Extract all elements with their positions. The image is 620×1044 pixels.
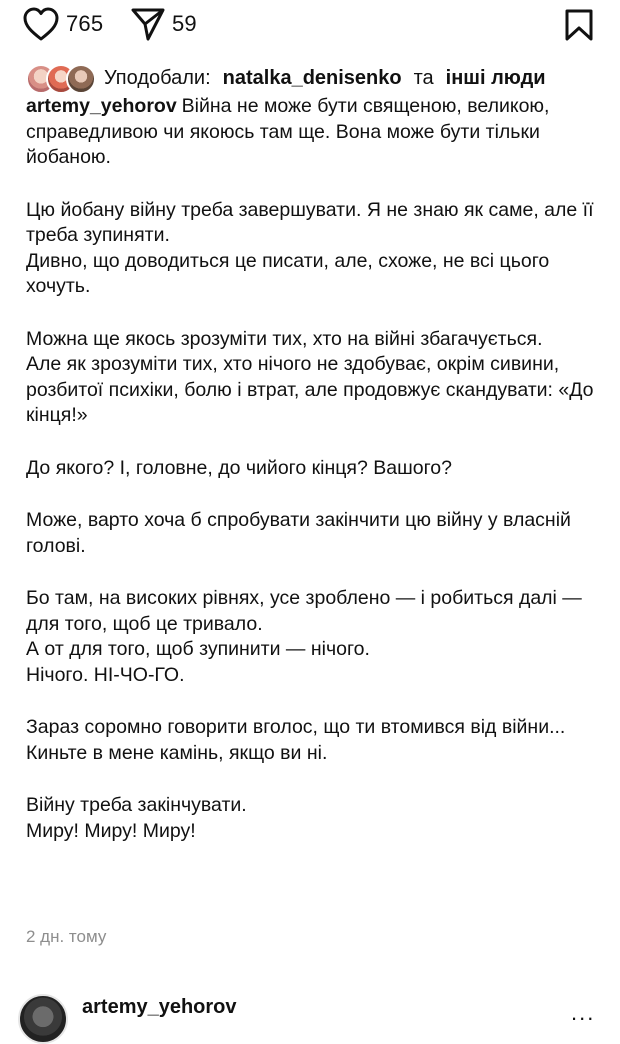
- caption-paragraph: artemy_yehorov Війна не може бути священою, великою, справедливою чи якоюсь там ще. Вона може бути тільки йобаною.: [26, 95, 550, 168]
- caption-line: Але як зрозуміти тих, хто нічого не здобуває, окрім сивини, розбитої психіки, болю і втрат, але продовжує скандувати: «До кінця!»: [26, 353, 594, 426]
- caption-line: Бо там, на високих рівнях, усе зроблено — і робиться далі — для того, щоб це тривало.: [26, 587, 582, 635]
- send-icon: [130, 6, 166, 42]
- caption-line: Дивно, що доводиться це писати, але, схоже, не всі цього хочуть.: [26, 249, 550, 297]
- liked-by-connector: та: [413, 66, 434, 89]
- caption-line: Миру! Миру! Миру!: [26, 819, 196, 842]
- share-count: 59: [172, 11, 197, 36]
- more-options-icon[interactable]: ...: [571, 1000, 596, 1025]
- post-actions-bar: [0, 0, 620, 60]
- liked-by-row: [26, 64, 546, 92]
- avatar: [66, 64, 96, 94]
- post-timestamp[interactable]: 2 дн. тому: [26, 927, 107, 946]
- caption-line: До якого? І, головне, до чийого кінця? Вашого?: [26, 456, 452, 479]
- caption-line: Зараз соромно говорити вголос, що ти втомився від війни... Киньте в мене камінь, якщо ви ні.: [26, 716, 566, 764]
- avatar[interactable]: [18, 994, 68, 1044]
- caption-line: А от для того, щоб зупинити — нічого.: [26, 638, 370, 660]
- liked-by-user-link[interactable]: natalka_denisenko: [222, 66, 402, 89]
- liker-avatars[interactable]: [26, 64, 98, 92]
- post-caption: [26, 94, 596, 844]
- caption-author-link[interactable]: artemy_yehorov: [26, 95, 177, 117]
- liked-by-others-link[interactable]: інші люди: [445, 66, 546, 89]
- caption-line: Можна ще якось зрозуміти тих, хто на війні збагачується.: [26, 327, 543, 350]
- like-button[interactable]: [22, 6, 103, 42]
- caption-line: Війну треба закінчувати.: [26, 794, 247, 816]
- caption-line: Нічого. НІ-ЧО-ГО.: [26, 663, 185, 686]
- share-button[interactable]: [130, 6, 197, 42]
- comment-row: [18, 990, 618, 1030]
- heart-icon: [22, 6, 60, 42]
- caption-line: Може, варто хоча б спробувати закінчити цю війну у власній голові.: [26, 509, 571, 557]
- comment-author-link[interactable]: artemy_yehorov: [82, 996, 237, 1018]
- bookmark-icon: [563, 8, 595, 42]
- save-button[interactable]: [563, 8, 595, 47]
- like-count: 765: [66, 11, 104, 36]
- liked-by-prefix: Уподобали:: [104, 66, 211, 89]
- caption-line: Цю йобану війну треба завершувати. Я не знаю як саме, але її треба зупиняти.: [26, 198, 594, 246]
